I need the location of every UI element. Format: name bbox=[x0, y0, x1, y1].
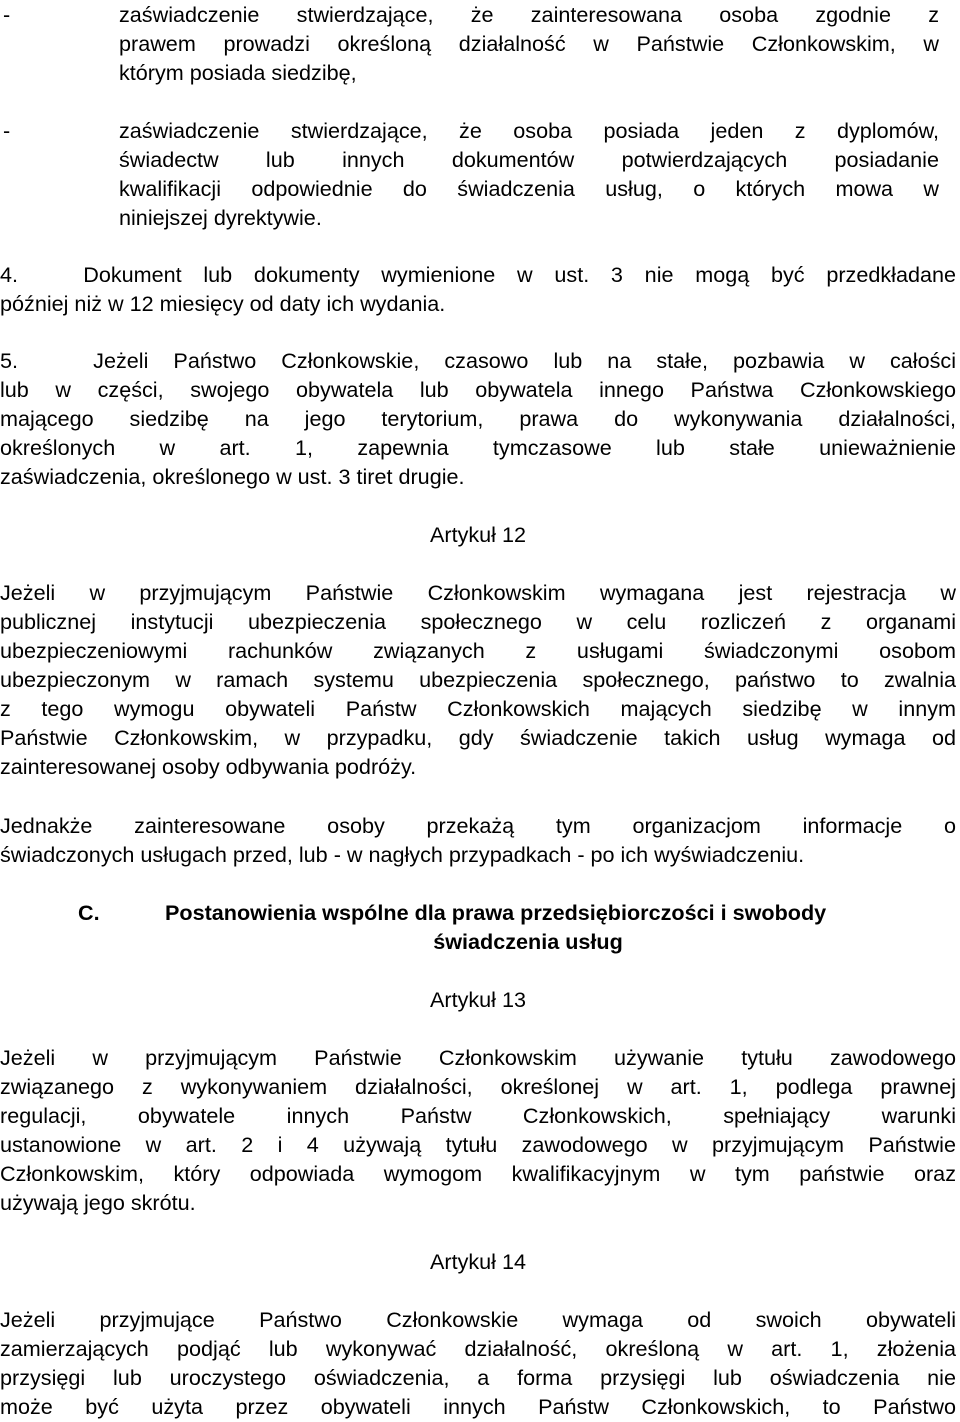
bullet-2-line-1: zaświadczenie stwierdzające, że osoba posiada jeden z dyplomów, bbox=[119, 118, 939, 143]
bullet-2-line-2: świadectw lub innych dokumentów potwierdzających posiadanie bbox=[119, 147, 939, 172]
article-13-line-2: związanego z wykonywaniem działalności, określonej w art. 1, podlega prawnej bbox=[0, 1074, 956, 1099]
bullet-1-line-2: prawem prowadzi określoną działalność w Państwie Członkowskim, w bbox=[119, 31, 939, 56]
bullet-2-line-4: niniejszej dyrektywie. bbox=[119, 205, 322, 230]
article-12-p1-line-6: Państwie Członkowskim, w przypadku, gdy świadczenie takich usług wymaga od bbox=[0, 725, 956, 750]
item-5-line-1: 5. Jeżeli Państwo Członkowskie, czasowo lub na stałe, pozbawia w całości bbox=[0, 348, 956, 373]
section-c-title-line-2: świadczenia usług bbox=[433, 929, 623, 954]
article-13-line-3: regulacji, obywatele innych Państw Członkowskich, spełniający warunki bbox=[0, 1103, 956, 1128]
article-13-line-5: Członkowskim, który odpowiada wymogom kwalifikacyjnym w tym państwie oraz bbox=[0, 1161, 956, 1186]
article-12-p1-line-2: publicznej instytucji ubezpieczenia społecznego w celu rozliczeń z organami bbox=[0, 609, 956, 634]
article-12-p2-line-1: Jednakże zainteresowane osoby przekażą tym organizacjom informacje o bbox=[0, 813, 956, 838]
article-12-p1-line-5: z tego wymogu obywateli Państw Członkowskich mających siedzibę w innym bbox=[0, 696, 956, 721]
article-14-line-3: przysięgi lub uroczystego oświadczenia, a forma przysięgi lub oświadczenia nie bbox=[0, 1365, 956, 1390]
article-13-line-1: Jeżeli w przyjmującym Państwie Członkowskim używanie tytułu zawodowego bbox=[0, 1045, 956, 1070]
article-13-heading: Artykuł 13 bbox=[429, 987, 526, 1012]
section-c-title-line-1: Postanowienia wspólne dla prawa przedsiębiorczości i swobody bbox=[165, 900, 827, 925]
bullet-dash: - bbox=[3, 2, 11, 27]
bullet-1-line-1: zaświadczenie stwierdzające, że zainteresowana osoba zgodnie z bbox=[119, 2, 939, 27]
item-4-line-2: później niż w 12 miesięcy od daty ich wydania. bbox=[0, 291, 446, 316]
article-12-heading: Artykuł 12 bbox=[429, 522, 526, 547]
article-12-p1-line-4: ubezpieczonym w ramach systemu ubezpieczenia społecznego, państwo to zwalnia bbox=[0, 667, 956, 692]
article-14-heading: Artykuł 14 bbox=[429, 1249, 526, 1274]
section-c-letter: C. bbox=[78, 900, 100, 925]
article-12-p1-line-1: Jeżeli w przyjmującym Państwie Członkowskim wymagana jest rejestracja w bbox=[0, 580, 956, 605]
section-c-title-row bbox=[0, 898, 956, 927]
article-14-line-1: Jeżeli przyjmujące Państwo Członkowskie wymaga od swoich obywateli bbox=[0, 1307, 956, 1332]
item-5-line-2: lub w części, swojego obywatela lub obywatela innego Państwa Członkowskiego bbox=[0, 377, 956, 402]
bullet-1-line-3: którym posiada siedzibę, bbox=[119, 60, 357, 85]
item-5-line-5: zaświadczenia, określonego w ust. 3 tiret drugie. bbox=[0, 464, 465, 489]
item-5-line-3: mającego siedzibę na jego terytorium, prawa do wykonywania działalności, bbox=[0, 406, 956, 431]
article-14-line-4: może być użyta przez obywateli innych Państw Członkowskich, to Państwo bbox=[0, 1394, 956, 1419]
article-13-line-6: używają jego skrótu. bbox=[0, 1190, 196, 1215]
item-5-line-4: określonych w art. 1, zapewnia tymczasowe lub stałe unieważnienie bbox=[0, 435, 956, 460]
article-14-line-2: zamierzających podjąć lub wykonywać działalność, określoną w art. 1, złożenia bbox=[0, 1336, 956, 1361]
bullet-2-line-3: kwalifikacji odpowiednie do świadczenia usług, o których mowa w bbox=[119, 176, 939, 201]
article-12-p2-line-2: świadczonych usługach przed, lub - w nagłych przypadkach - po ich wyświadczeniu. bbox=[0, 842, 805, 867]
bullet-dash: - bbox=[3, 118, 11, 143]
item-4-line-1: 4. Dokument lub dokumenty wymienione w ust. 3 nie mogą być przedkładane bbox=[0, 262, 956, 287]
article-13-line-4: ustanowione w art. 2 i 4 używają tytułu zawodowego w przyjmującym Państwie bbox=[0, 1132, 956, 1157]
article-12-p1-line-3: ubezpieczeniowymi rachunków związanych z usługami świadczonymi osobom bbox=[0, 638, 956, 663]
article-12-p1-line-7: zainteresowanej osoby odbywania podróży. bbox=[0, 754, 417, 779]
